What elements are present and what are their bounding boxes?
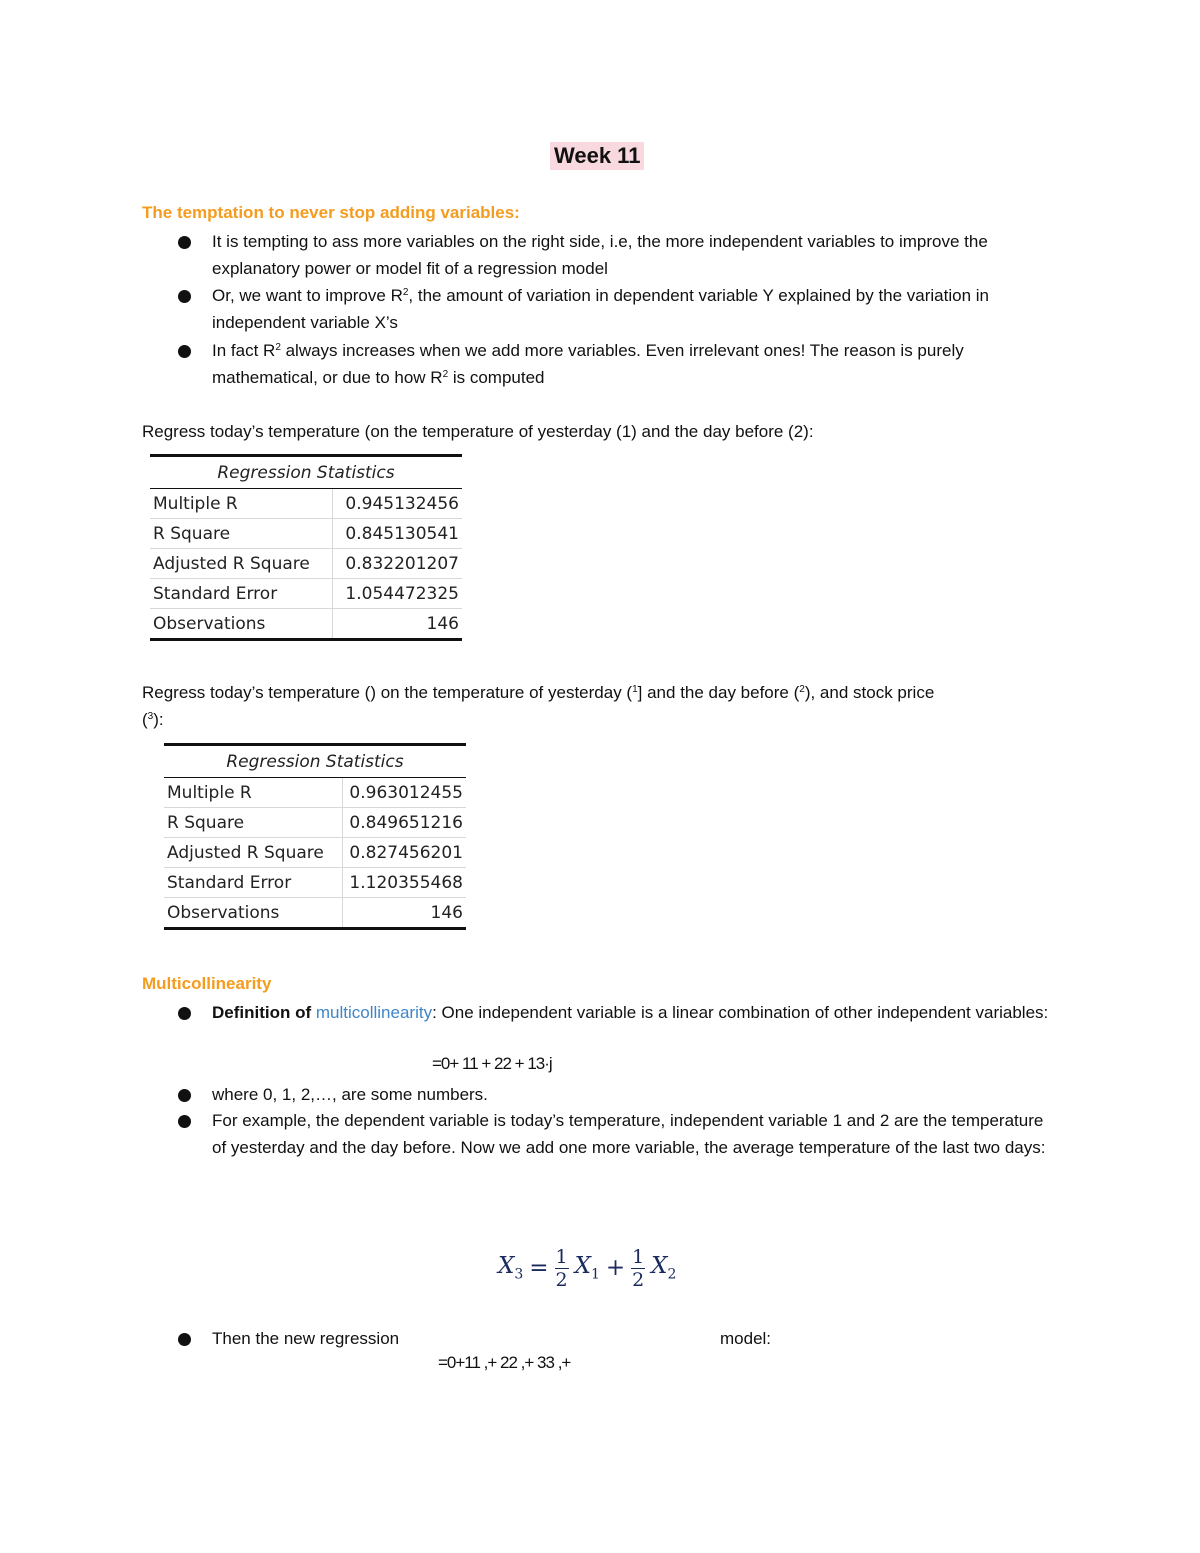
bullet-text: Or, we want to improve $R^2$, the amount of variation in dependent variable Y explained by the variation in independent variable X’s (212, 286, 990, 332)
stat-label: Observations (150, 609, 333, 640)
stat-label: Multiple R (150, 489, 333, 519)
page-title: Week 11 (550, 142, 644, 170)
bullet-icon (178, 1333, 191, 1346)
regression-stats-table-2 (164, 743, 466, 930)
bullet-icon (178, 236, 191, 249)
bullet-icon (178, 290, 191, 303)
bullet-icon (178, 345, 191, 358)
bullet-text: In fact $R^2$ always increases when we add more variables. Even irrelevant ones! The reason is purely mathematical, or due to how $R^2$ is computed (212, 341, 964, 387)
regression-stats-table-1 (150, 454, 462, 641)
stat-value: 146 (343, 898, 467, 929)
table-row (150, 579, 462, 609)
equation-new-regression: =0+11 ,+ 22 ,+ 33 ,+ (438, 1353, 571, 1372)
stat-value: 0.827456201 (343, 838, 467, 868)
stat-label: Multiple R (164, 778, 343, 808)
bullet-icon (178, 1115, 191, 1128)
table-row (164, 868, 466, 898)
bullet-icon (178, 1007, 191, 1020)
equation-linear-combination: =0+ 11 + 22 + 13·j (432, 1054, 552, 1073)
stat-label: Standard Error (164, 868, 343, 898)
bullet-text: where 0, 1, 2,…, are some numbers. (212, 1085, 488, 1104)
table-row (150, 609, 462, 640)
bullet-text: For example, the dependent variable is today’s temperature, independent variable 1 and 2 are the temperature of yesterday and the day before. Now we add one more variable, the average temperature of the last two days: (212, 1111, 1046, 1157)
bullet-text: Definition of multicollinearity: One independent variable is a linear combination of other independent variables: (212, 1003, 1049, 1022)
table-row (150, 549, 462, 579)
table-row (150, 519, 462, 549)
section-heading-multicollinearity: Multicollinearity (142, 974, 272, 993)
average-temperature-formula: $X_3$ = $\frac{1}{2}$ $X_1$ + $\frac{1}{2}$ $X_2$ (498, 1245, 677, 1291)
stat-value: 0.963012455 (343, 778, 467, 808)
regression-description-1: Regress today’s temperature (on the temperature of yesterday (1) and the day before (2): (142, 422, 814, 441)
stat-label: Adjusted R Square (150, 549, 333, 579)
regression-description-2: Regress today’s temperature () on the temperature of yesterday ($^1$] and the day before ($^2$), and stock price ($^3$): (142, 683, 935, 729)
stat-label: R Square (164, 808, 343, 838)
table-row (164, 838, 466, 868)
stat-label: Adjusted R Square (164, 838, 343, 868)
section-heading-temptation: The temptation to never stop adding variables: (142, 203, 520, 222)
bullet-icon (178, 1089, 191, 1102)
stat-label: R Square (150, 519, 333, 549)
stat-value: 1.054472325 (333, 579, 463, 609)
stat-value: 146 (333, 609, 463, 640)
table-row (164, 778, 466, 808)
table-row (164, 898, 466, 929)
stat-value: 0.845130541 (333, 519, 463, 549)
stat-value: 0.849651216 (343, 808, 467, 838)
bullet-text: Then the new regression model: (212, 1329, 772, 1348)
stat-value: 0.832201207 (333, 549, 463, 579)
stat-label: Standard Error (150, 579, 333, 609)
bullet-text: It is tempting to ass more variables on the right side, i.e, the more independent variables to improve the explanatory power or model fit of a regression model (212, 232, 988, 278)
stat-value: 0.945132456 (333, 489, 463, 519)
table-row (164, 808, 466, 838)
table-row (150, 489, 462, 519)
table-header: Regression Statistics (164, 745, 466, 778)
stat-value: 1.120355468 (343, 868, 467, 898)
table-header: Regression Statistics (150, 456, 462, 489)
stat-label: Observations (164, 898, 343, 929)
